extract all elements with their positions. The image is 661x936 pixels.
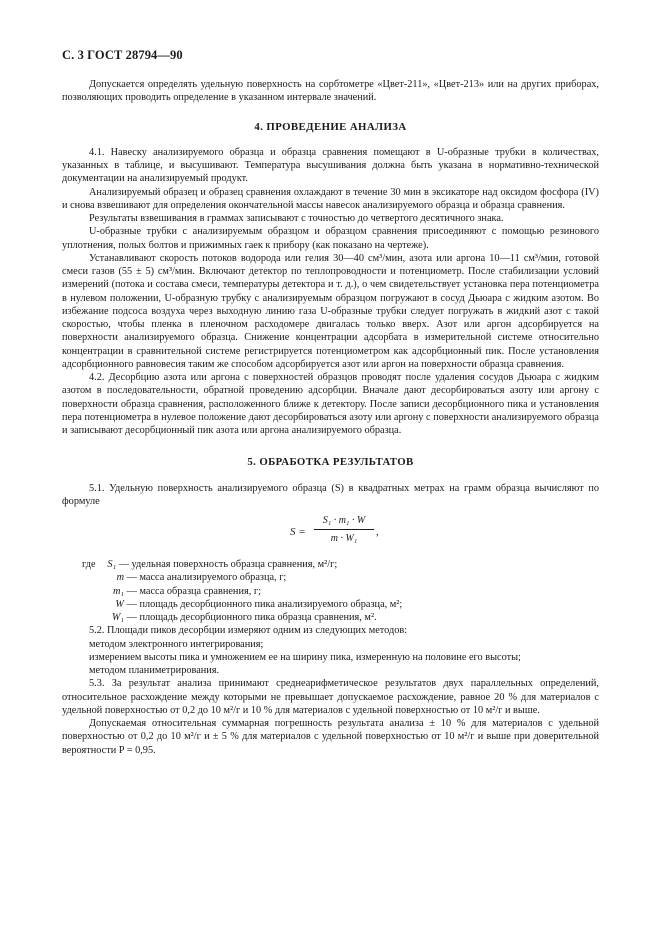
definition-row xyxy=(62,571,599,584)
definition-text: — масса анализируемого образца, г; xyxy=(126,572,287,584)
definition-symbol: W xyxy=(115,598,124,610)
page-header: С. 3 ГОСТ 28794—90 xyxy=(62,48,183,62)
method-height-width: измерением высоты пика и умножением ее на ширину пика, измеренную на половине его высоты; xyxy=(89,651,521,663)
definition-symbol: S₁ xyxy=(107,559,117,570)
paragraph-4-1: 4.1. Навеску анализируемого образца и образца сравнения помещают в U-образные трубки в количествах, указанных в таблице, и высушивают. Температура высушивания должна быть указана в нормативно-технической документации на анализируемый продукт. xyxy=(62,146,599,185)
paragraph-5-3: 5.3. За результат анализа принимают среднеарифметическое результатов двух параллельных определений, относительное расхождение между которыми не превышает допускаемое расхождение, равное 20 % для материалов с удельной поверхностью от 0,2 до 10 м²/г и 10 % для материалов с удельной поверхностью от 10 м²/г и выше. xyxy=(62,678,599,716)
formula-lhs: S = xyxy=(290,526,306,538)
formula-numerator: S₁ · m₁ · W xyxy=(314,514,374,530)
definition-text: — масса образца сравнения, г; xyxy=(126,585,261,597)
definition-text: — площадь десорбционного пика образца сравнения, м². xyxy=(126,612,377,623)
definition-row xyxy=(62,611,599,624)
definition-text: — площадь десорбционного пика анализируемого образца, м²; xyxy=(126,598,403,610)
paragraph-5-1: 5.1. Удельную поверхность анализируемого образца (S) в квадратных метрах на грамм образца вычисляют по формуле xyxy=(62,482,599,507)
definition-row xyxy=(62,598,599,611)
definitions-lead: где xyxy=(82,559,96,570)
definition-symbol: W₁ xyxy=(111,612,124,623)
paragraph-5-3-error: Допускаемая относительная суммарная погрешность результата анализа ± 10 % для материалов с удельной поверхностью от 0,2 до 10 м²/г и ± 5 % для материалов с удельной поверхностью от 10 м²/г и выше при доверительной вероятности P = 0,95. xyxy=(62,718,599,756)
page-body xyxy=(62,78,599,757)
definition-symbol: m xyxy=(116,572,124,584)
method-electronic-integration: методом электронного интегрирования; xyxy=(89,638,264,650)
formula-comma: , xyxy=(376,526,379,538)
paragraph-4-1-tubes: U-образные трубки с анализируемым образцом и образцом сравнения присоединяют с помощью резинового уплотнения, полых болтов и прижимных гаек к прибору (как показано на чертеже). xyxy=(62,226,599,251)
formula-definitions xyxy=(62,558,599,624)
method-planimetry: методом планиметрирования. xyxy=(89,665,220,676)
intro-paragraph: Допускается определять удельную поверхность на сорбтометре «Цвет-211», «Цвет-213» или на других приборах, позволяющих проводить определение в указанном интервале значений. xyxy=(62,79,599,104)
paragraph-4-1-cooling: Анализируемый образец и образец сравнения охлаждают в течение 30 мин в эксикаторе над оксидом фосфора (IV) и снова взвешивают для определения окончательной массы навесок анализируемого образца и образца сравнения. xyxy=(62,186,599,211)
definition-symbol: m₁ xyxy=(112,585,124,597)
definition-text: — удельная поверхность образца сравнения, м²/г; xyxy=(118,559,338,570)
surface-area-formula xyxy=(62,514,599,554)
definition-row xyxy=(62,558,599,571)
paragraph-4-1-weighing: Результаты взвешивания в граммах записывают с точностью до четвертого десятичного знака. xyxy=(89,213,504,224)
formula-denominator: m · W₁ xyxy=(330,533,358,545)
paragraph-4-1-flow: Устанавливают скорость потоков водорода или гелия 30—40 см³/мин, азота или аргона 10—11 см³/мин, готовой смеси газов (55 ± 5) см³/мин. Включают детектор по теплопроводности и потенциометр. После стабилизации условий измерений (потока и состава смеси, температуры детектора и т. д.), о чем свидетельствует установка пера потенциометра в нулевом положении, U-образную трубку с анализируемым образцом погружают в сосуд Дьюара с жидким азотом. Во избежание подсоса воздуха через выходную линию газа U-образные трубки следует погружать в жидкий азот с такой скоростью, чтобы пленка в пленочном расходомере двигалась только вверх. Азот или аргон адсорбируется на поверхности анализируемого образца. Снижение концентрации адсорбата в измерительной системе относительно концентрации в сравнительной системе регистрируется потенциометром как адсорбционный пик. После установления адсорбционного равновесия таким же способом адсорбируется азот или аргон на поверхности образца сравнения. xyxy=(62,252,599,370)
section-5-heading: 5. ОБРАБОТКА РЕЗУЛЬТАТОВ xyxy=(247,456,414,469)
paragraph-4-2: 4.2. Десорбцию азота или аргона с поверхностей образцов проводят после удаления сосудов Дьюара с жидким азотом в последовательности, обратной проведению адсорбции. Вначале дают десорбироваться азоту или аргону с поверхности образца сравнения, расположенного ближе к детектору. После записи десорбционного пика и установления пера потенциометра в нулевое положение дают десорбироваться азоту или аргону с поверхности анализируемого образца и записывают десорбционный пик азота или аргона анализируемого образца. xyxy=(62,372,599,436)
formula-fraction xyxy=(314,514,374,546)
section-4-heading: 4. ПРОВЕДЕНИЕ АНАЛИЗА xyxy=(254,120,407,133)
paragraph-5-2: 5.2. Площади пиков десорбции измеряют одним из следующих методов: xyxy=(89,625,408,637)
definition-row xyxy=(62,585,599,598)
